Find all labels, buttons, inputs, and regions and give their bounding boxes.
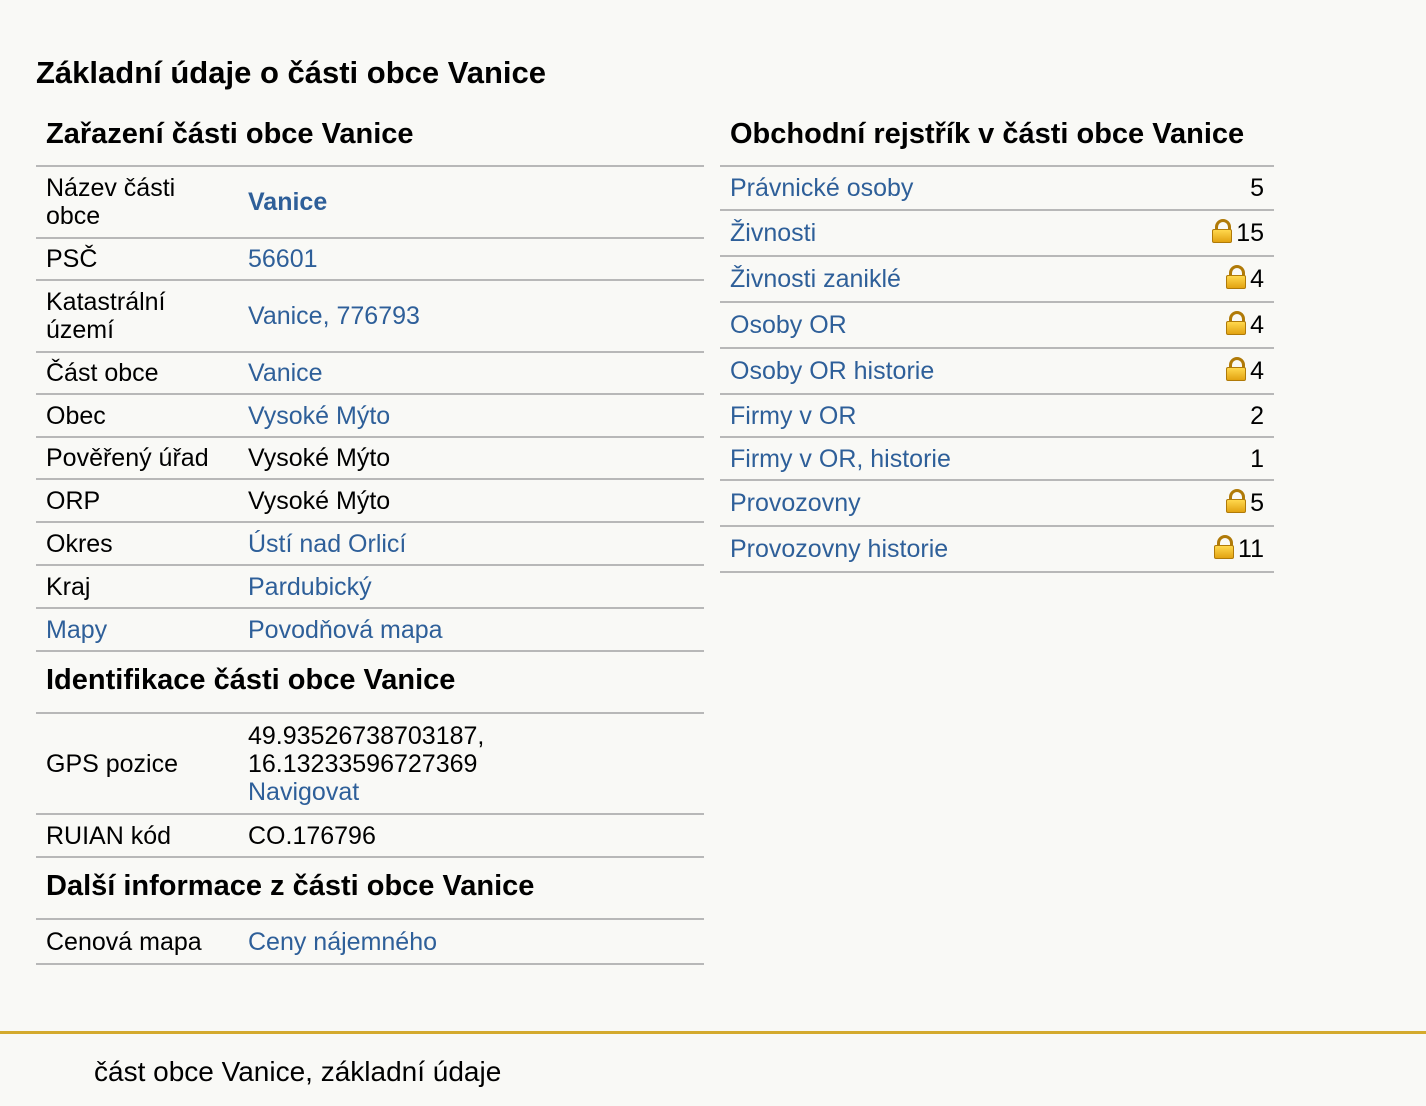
okres-link[interactable]: Ústí nad Orlicí <box>248 529 407 558</box>
lock-icon <box>1226 357 1246 381</box>
row-key: Obec <box>36 394 238 437</box>
dalsi-table <box>36 920 704 965</box>
dalsi-title: Další informace z části obce Vanice <box>36 858 704 920</box>
psc-link[interactable]: 56601 <box>248 245 318 273</box>
zarazeni-title: Zařazení části obce Vanice <box>36 110 704 167</box>
table-row <box>36 479 704 522</box>
table-row <box>720 256 1274 302</box>
gps-label: GPS pozice <box>36 714 238 814</box>
table-row <box>36 608 704 651</box>
table-row <box>36 352 704 394</box>
rejstrik-link[interactable]: Osoby OR historie <box>730 357 935 385</box>
rejstrik-title: Obchodní rejstřík v části obce Vanice <box>720 110 1274 167</box>
povodnova-mapa-link[interactable]: Povodňová mapa <box>248 615 443 644</box>
mapy-link[interactable]: Mapy <box>46 615 108 644</box>
row-key: PSČ <box>36 238 238 280</box>
rejstrik-count: 2 <box>1250 401 1264 430</box>
rejstrik-link[interactable]: Živnosti <box>730 219 817 247</box>
rejstrik-count: 11 <box>1238 535 1264 563</box>
footer <box>0 1031 1426 1106</box>
rejstrik-link[interactable]: Právnické osoby <box>730 174 914 202</box>
row-key: Název části obce <box>36 167 238 238</box>
rejstrik-link[interactable]: Osoby OR <box>730 311 847 339</box>
rejstrik-count: 4 <box>1250 357 1264 385</box>
rejstrik-count: 4 <box>1250 311 1264 339</box>
table-row <box>36 238 704 280</box>
rejstrik-count: 15 <box>1236 219 1264 247</box>
table-row <box>36 714 704 814</box>
rejstrik-count: 5 <box>1250 489 1264 517</box>
ceny-najemneho-link[interactable]: Ceny nájemného <box>248 927 438 956</box>
ruian-value: CO.176796 <box>238 814 704 857</box>
row-key: Kraj <box>36 565 238 608</box>
rejstrik-count: 5 <box>1250 174 1264 202</box>
table-row <box>36 280 704 352</box>
table-row <box>36 814 704 857</box>
table-row <box>720 437 1274 480</box>
nazev-link[interactable]: Vanice <box>248 188 328 216</box>
rejstrik-count: 1 <box>1250 444 1264 473</box>
table-row <box>720 394 1274 437</box>
lock-icon <box>1214 535 1234 559</box>
row-key: Katastrální území <box>36 280 238 352</box>
navigovat-link[interactable]: Navigovat <box>248 777 360 806</box>
cast-obce-link[interactable]: Vanice <box>248 359 323 387</box>
rejstrik-table <box>720 167 1274 573</box>
page-title: Základní údaje o části obce Vanice <box>36 55 546 90</box>
left-column <box>36 110 704 965</box>
row-key: Pověřený úřad <box>36 437 238 479</box>
table-row <box>720 526 1274 572</box>
table-row <box>720 210 1274 256</box>
table-row <box>36 920 704 964</box>
lock-icon <box>1226 311 1246 335</box>
row-key: Část obce <box>36 352 238 394</box>
ruian-label: RUIAN kód <box>36 814 238 857</box>
table-row <box>720 302 1274 348</box>
rejstrik-count: 4 <box>1250 265 1264 293</box>
katastr-link[interactable]: Vanice, 776793 <box>248 302 420 330</box>
table-row <box>720 167 1274 210</box>
rejstrik-link[interactable]: Živnosti zaniklé <box>730 265 901 293</box>
table-row <box>36 565 704 608</box>
footer-text: část obce Vanice, základní údaje <box>94 1056 502 1087</box>
table-row <box>720 480 1274 526</box>
orp-value: Vysoké Mýto <box>238 479 704 522</box>
povereny-urad-value: Vysoké Mýto <box>238 437 704 479</box>
lock-icon <box>1226 265 1246 289</box>
gps-value: 49.93526738703187, 16.13233596727369 <box>248 721 485 778</box>
identifikace-table <box>36 714 704 858</box>
identifikace-title: Identifikace části obce Vanice <box>36 652 704 714</box>
zarazeni-table <box>36 167 704 652</box>
cenova-mapa-label: Cenová mapa <box>36 920 238 964</box>
lock-icon <box>1212 219 1232 243</box>
rejstrik-link[interactable]: Firmy v OR, historie <box>730 444 951 473</box>
lock-icon <box>1226 489 1246 513</box>
table-row <box>36 522 704 565</box>
rejstrik-link[interactable]: Provozovny <box>730 489 861 517</box>
table-row <box>36 394 704 437</box>
right-column <box>720 110 1274 573</box>
table-row <box>720 348 1274 394</box>
obec-link[interactable]: Vysoké Mýto <box>248 401 391 430</box>
kraj-link[interactable]: Pardubický <box>248 572 372 601</box>
table-row <box>36 437 704 479</box>
row-key: ORP <box>36 479 238 522</box>
rejstrik-link[interactable]: Provozovny historie <box>730 535 949 563</box>
rejstrik-link[interactable]: Firmy v OR <box>730 401 857 430</box>
row-key: Okres <box>36 522 238 565</box>
table-row <box>36 167 704 238</box>
